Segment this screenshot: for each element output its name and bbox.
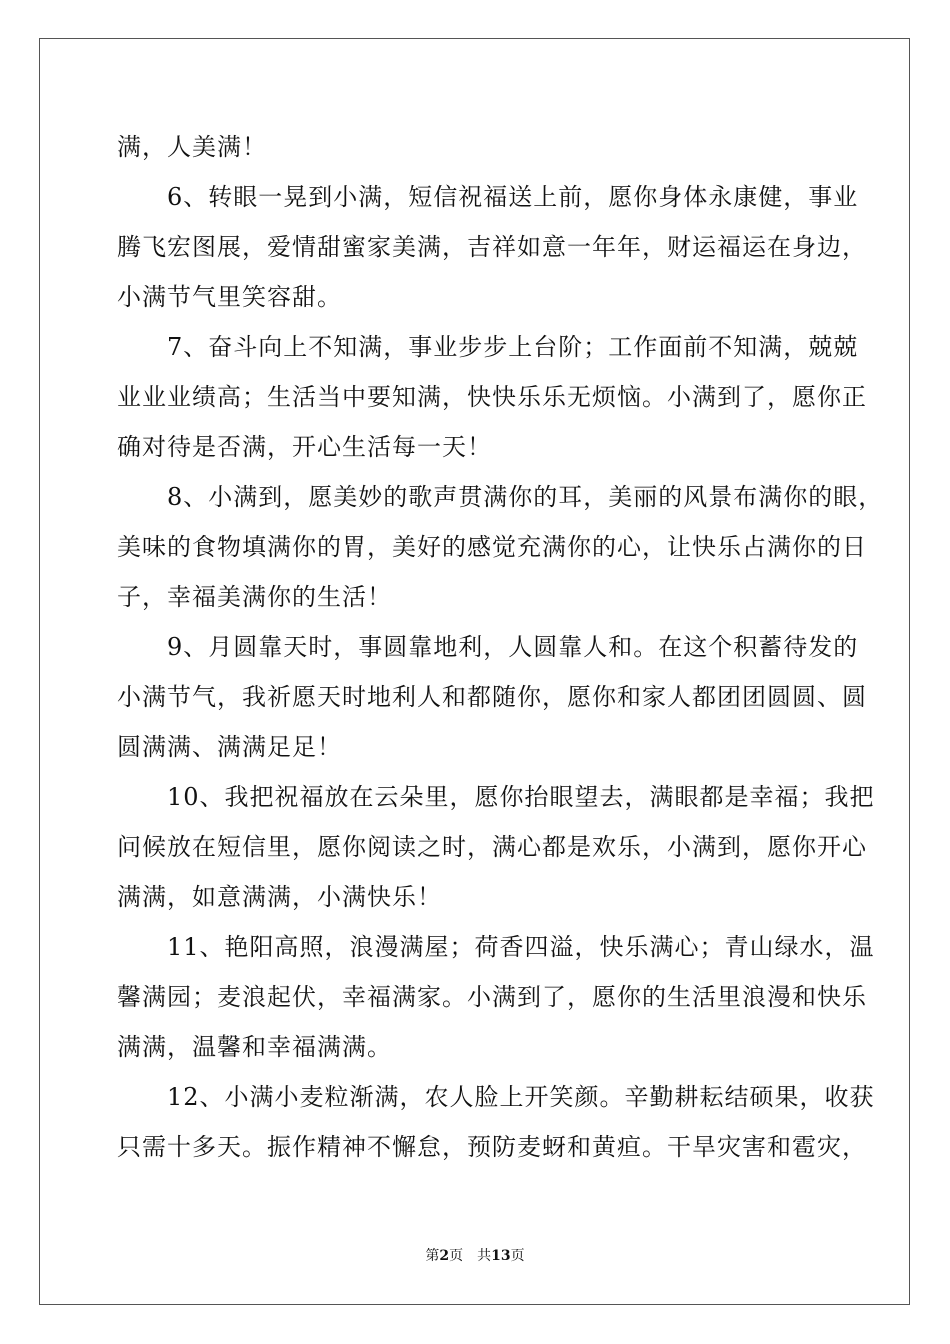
document-body [117,122,884,1172]
text-line: 美味的食物填满你的胃，美好的感觉充满你的心，让快乐占满你的日 [117,533,867,561]
text-line: 腾飞宏图展，爱情甜蜜家美满，吉祥如意一年年，财运福运在身边， [117,233,867,261]
text-line: 子，幸福美满你的生活！ [117,583,392,611]
text-line: 确对待是否满，开心生活每一天！ [117,433,492,461]
text-line: 6、转眼一晃到小满，短信祝福送上前，愿你身体永康健，事业 [117,183,859,211]
current-page-number: 2 [439,1248,450,1264]
text-line: 11、艳阳高照，浪漫满屋；荷香四溢，快乐满心；青山绿水，温 [117,933,875,961]
text-line: 只需十多天。振作精神不懈怠，预防麦蚜和黄疸。干旱灾害和雹灾， [117,1133,867,1161]
text-line: 7、奋斗向上不知满，事业步步上台阶；工作面前不知满，兢兢 [117,333,859,361]
page-number-footer [0,1245,950,1265]
text-line: 馨满园；麦浪起伏，幸福满家。小满到了，愿你的生活里浪漫和快乐 [117,983,867,1011]
text-line: 满满，温馨和幸福满满。 [117,1033,392,1061]
text-line: 小满节气，我祈愿天时地利人和都随你，愿你和家人都团团圆圆、圆 [117,683,867,711]
text-line: 小满节气里笑容甜。 [117,283,342,311]
text-line: 8、小满到，愿美妙的歌声贯满你的耳，美丽的风景布满你的眼， [117,483,884,511]
text-line: 10、我把祝福放在云朵里，愿你抬眼望去，满眼都是幸福；我把 [117,783,875,811]
text-line: 业业业绩高；生活当中要知满，快快乐乐无烦恼。小满到了，愿你正 [117,383,867,411]
text-line: 9、月圆靠天时，事圆靠地利，人圆靠人和。在这个积蓄待发的 [117,633,859,661]
total-page-number: 13 [491,1248,511,1264]
text-line: 12、小满小麦粒渐满，农人脸上开笑颜。辛勤耕耘结硕果，收获 [117,1083,875,1111]
text-line: 圆满满、满满足足！ [117,733,342,761]
page-suffix: 页 [510,1248,525,1264]
page-prefix: 第 [425,1248,440,1264]
page-mid: 页 共 [449,1248,492,1264]
text-line: 满，人美满！ [117,133,267,161]
text-line: 问候放在短信里，愿你阅读之时，满心都是欢乐，小满到，愿你开心 [117,833,867,861]
text-line: 满满，如意满满，小满快乐！ [117,883,442,911]
